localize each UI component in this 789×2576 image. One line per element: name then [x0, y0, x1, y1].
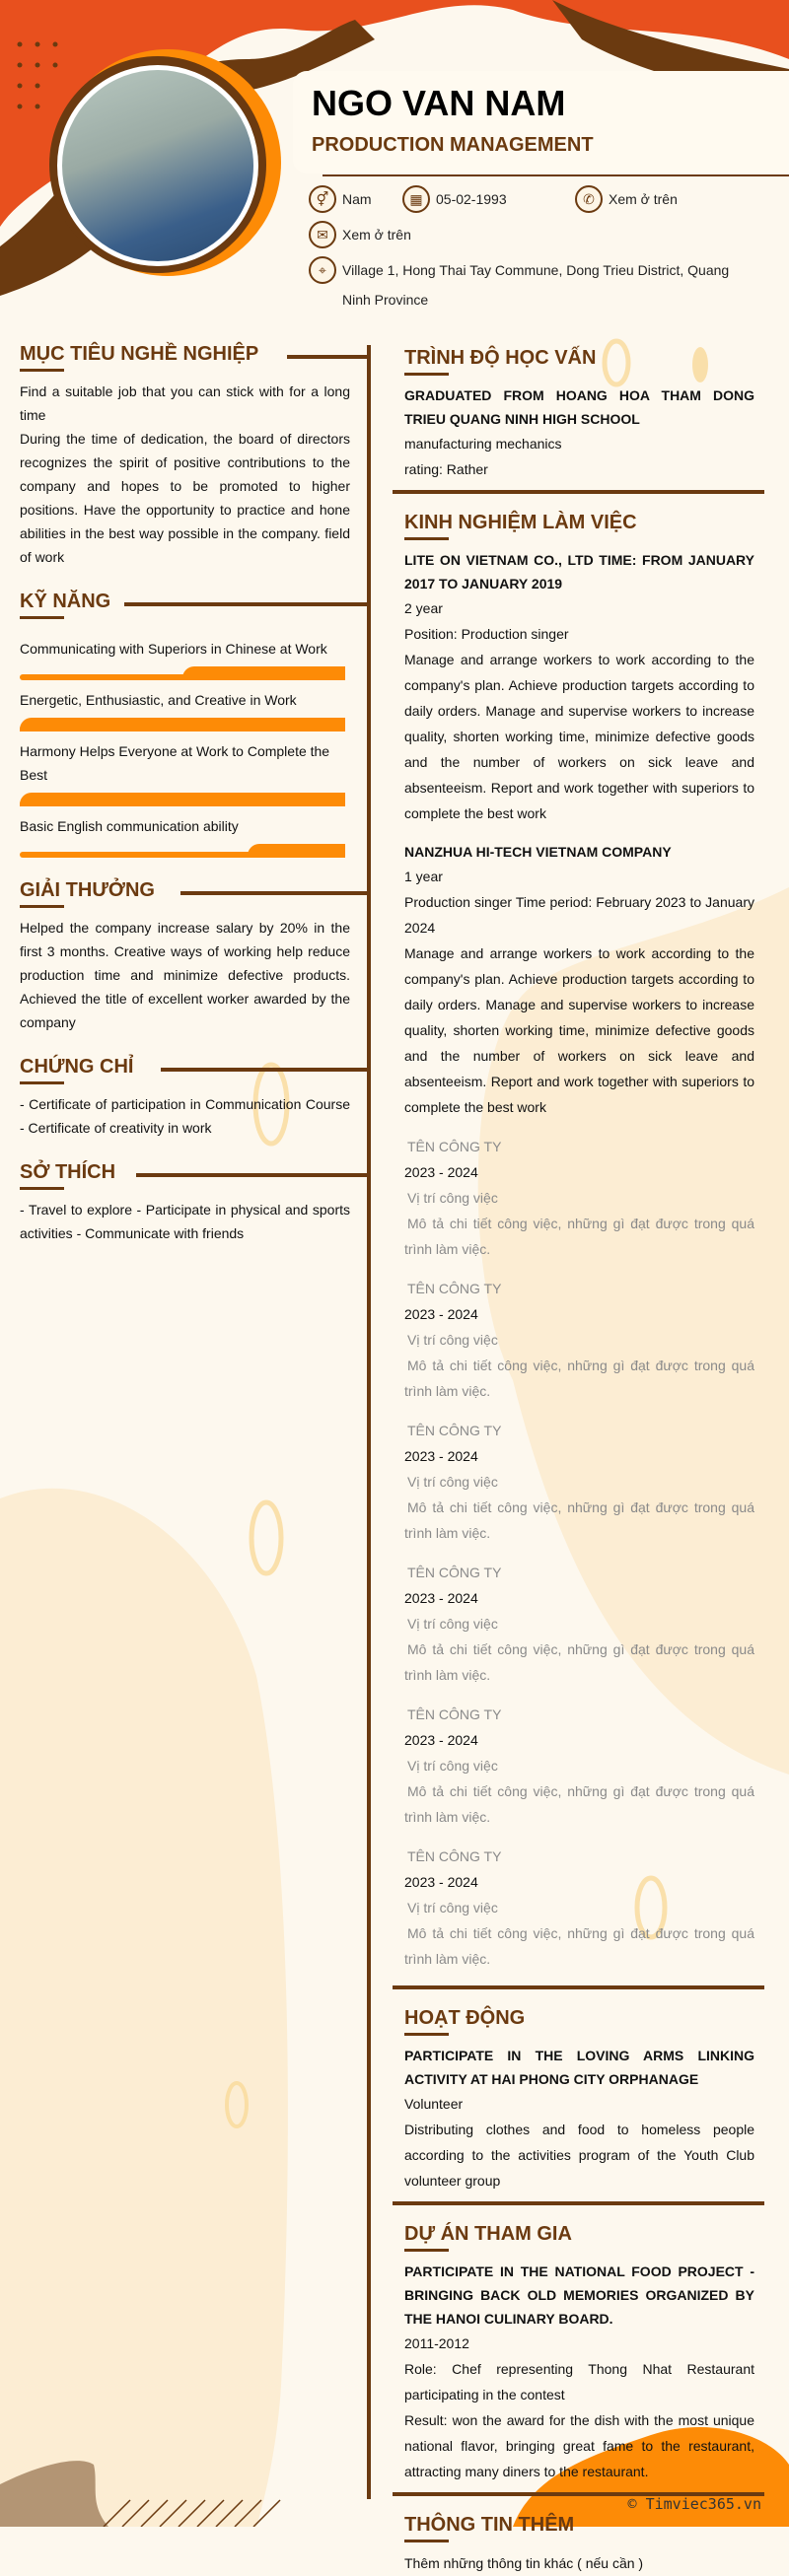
education-section: [404, 347, 754, 482]
more-info-section: [404, 2514, 754, 2576]
gender-value: Nam: [342, 191, 372, 207]
more-info-text: Thêm những thông tin khác ( nếu cần ): [404, 2555, 644, 2571]
skill-item: [20, 637, 350, 680]
placeholder-period: 2023 - 2024: [404, 1874, 478, 1890]
contact-birthday: [402, 185, 507, 213]
section-heading: HOẠT ĐỘNG: [404, 2007, 754, 2030]
section-divider: [393, 1985, 764, 1989]
contact-phone: [575, 185, 678, 213]
placeholder-description: Mô tả chi tiết công việc, những gì đạt được trong quá trình làm việc.: [404, 1925, 754, 1967]
placeholder-description: Mô tả chi tiết công việc, những gì đạt được trong quá trình làm việc.: [404, 1499, 754, 1541]
section-heading: KỸ NĂNG: [20, 591, 350, 613]
job-entry: [404, 840, 754, 1120]
job-company: NANZHUA HI-TECH VIETNAM COMPANY: [404, 844, 672, 860]
project-role: Role: Chef representing Thong Nhat Restaurant participating in the contest: [404, 2361, 754, 2402]
placeholder-company: TÊN CÔNG TY: [407, 1848, 502, 1864]
certificates-section: [20, 1056, 350, 1140]
activity-role: Volunteer: [404, 2096, 464, 2112]
phone-value: Xem ở trên: [609, 191, 678, 207]
placeholder-company: TÊN CÔNG TY: [407, 1565, 502, 1580]
section-divider: [393, 490, 764, 494]
hobbies-text: - Travel to explore - Participate in physical and sports activities - Communicate with friends: [20, 1202, 350, 1241]
placeholder-description: Mô tả chi tiết công việc, những gì đạt được trong quá trình làm việc.: [404, 1358, 754, 1399]
section-heading: THÔNG TIN THÊM: [404, 2514, 754, 2537]
placeholder-period: 2023 - 2024: [404, 1306, 478, 1322]
education-school: GRADUATED FROM HOANG HOA THAM DONG TRIEU QUANG NINH HIGH SCHOOL: [404, 387, 754, 427]
job-position: Production singer Time period: February 2023 to January 2024: [404, 894, 754, 936]
placeholder-position: Vị trí công việc: [407, 1332, 498, 1348]
job-placeholder-entry: [404, 1844, 754, 1972]
phone-icon: ✆: [575, 185, 603, 213]
calendar-icon: ▦: [402, 185, 430, 213]
placeholder-company: TÊN CÔNG TY: [407, 1139, 502, 1154]
timeline-line: [367, 345, 371, 2499]
project-period: 2011-2012: [404, 2335, 469, 2351]
location-icon: ⌖: [309, 256, 336, 284]
section-heading: KINH NGHIỆM LÀM VIỆC: [404, 512, 754, 534]
skill-item: [20, 814, 350, 858]
skill-label: Basic English communication ability: [20, 818, 239, 834]
job-entry: [404, 548, 754, 826]
contact-gender: [309, 185, 372, 213]
candidate-name: NGO VAN NAM: [312, 83, 566, 123]
skill-bar-fill: [20, 793, 345, 806]
job-placeholder-entry: [404, 1418, 754, 1546]
placeholder-period: 2023 - 2024: [404, 1164, 478, 1180]
placeholder-description: Mô tả chi tiết công việc, những gì đạt được trong quá trình làm việc.: [404, 1641, 754, 1683]
skill-label: Communicating with Superiors in Chinese at Work: [20, 641, 327, 657]
birthday-value: 05-02-1993: [436, 191, 507, 207]
skill-label: Harmony Helps Everyone at Work to Complete the Best: [20, 743, 330, 783]
avatar-photo: [57, 65, 258, 266]
contact-address: [309, 256, 743, 314]
job-duration: 1 year: [404, 869, 443, 884]
job-placeholder-entry: [404, 1702, 754, 1830]
placeholder-company: TÊN CÔNG TY: [407, 1706, 502, 1722]
placeholder-period: 2023 - 2024: [404, 1448, 478, 1464]
placeholder-period: 2023 - 2024: [404, 1732, 478, 1748]
watermark: © Timviec365.vn: [627, 2495, 761, 2513]
certificates-text: - Certificate of participation in Communication Course - Certificate of creativity in work: [20, 1096, 350, 1136]
placeholder-position: Vị trí công việc: [407, 1190, 498, 1206]
skill-level-bar: [20, 666, 345, 680]
job-placeholder-entry: [404, 1560, 754, 1688]
skill-item: [20, 739, 350, 806]
education-rating: rating: Rather: [404, 461, 488, 477]
placeholder-description: Mô tả chi tiết công việc, những gì đạt được trong quá trình làm việc.: [404, 1783, 754, 1825]
awards-section: [20, 879, 350, 1034]
objective-line1: Find a suitable job that you can stick with for a long time: [20, 383, 350, 423]
hobbies-section: [20, 1161, 350, 1245]
activities-section: [404, 2007, 754, 2193]
project-title: PARTICIPATE IN THE NATIONAL FOOD PROJECT - BRINGING BACK OLD MEMORIES ORGANIZED BY THE HANOI CULINARY BOARD.: [404, 2263, 754, 2327]
placeholder-position: Vị trí công việc: [407, 1474, 498, 1490]
section-heading: TRÌNH ĐỘ HỌC VẤN: [404, 347, 754, 370]
skill-item: [20, 688, 350, 731]
job-placeholder-entry: [404, 1276, 754, 1404]
skill-level-bar: [20, 793, 345, 806]
contact-email: [309, 221, 411, 248]
placeholder-position: Vị trí công việc: [407, 1758, 498, 1774]
skill-bar-fill: [248, 844, 345, 858]
project-result: Result: won the award for the dish with the most unique national flavor, bringing great fame to the restaurant, attracting many diners to the restaurant.: [404, 2412, 754, 2479]
skill-bar-fill: [20, 718, 345, 731]
job-placeholder-entry: [404, 1134, 754, 1262]
job-company: LITE ON VIETNAM CO., LTD TIME: FROM JANUARY 2017 TO JANUARY 2019: [404, 552, 754, 592]
right-column: [404, 347, 754, 2576]
job-position: Position: Production singer: [404, 626, 569, 642]
section-heading: GIẢI THƯỞNG: [20, 879, 350, 902]
activity-title: PARTICIPATE IN THE LOVING ARMS LINKING ACTIVITY AT HAI PHONG CITY ORPHANAGE: [404, 2048, 754, 2087]
skill-bar-fill: [182, 666, 345, 680]
job-description: Manage and arrange workers to work according to the company's plan. Achieve production targets according to daily orders. Manage and supervise workers to increase quality, shorten working time, minimize defective goods and the number of workers on sick leave and absenteeism. Report and work together with superiors to complete the best work: [404, 652, 754, 821]
section-heading: MỤC TIÊU NGHỀ NGHIỆP: [20, 343, 350, 366]
job-duration: 2 year: [404, 600, 443, 616]
job-description: Manage and arrange workers to work according to the company's plan. Achieve production targets according to daily orders. Manage and supervise workers to increase quality, shorten working time, minimize defective goods and the number of workers on sick leave and absenteeism. Report and work together with superiors to complete the best work: [404, 945, 754, 1115]
skill-level-bar: [20, 844, 345, 858]
mail-icon: ✉: [309, 221, 336, 248]
skill-label: Energetic, Enthusiastic, and Creative in Work: [20, 692, 297, 708]
placeholder-position: Vị trí công việc: [407, 1616, 498, 1632]
section-heading: CHỨNG CHỈ: [20, 1056, 350, 1079]
placeholder-position: Vị trí công việc: [407, 1900, 498, 1915]
placeholder-description: Mô tả chi tiết công việc, những gì đạt được trong quá trình làm việc.: [404, 1216, 754, 1257]
placeholder-company: TÊN CÔNG TY: [407, 1423, 502, 1438]
projects-section: [404, 2223, 754, 2484]
left-column: [20, 343, 350, 1267]
section-heading: DỰ ÁN THAM GIA: [404, 2223, 754, 2246]
skill-level-bar: [20, 718, 345, 731]
section-heading: SỞ THÍCH: [20, 1161, 350, 1184]
gender-icon: ⚥: [309, 185, 336, 213]
address-value: Village 1, Hong Thai Tay Commune, Dong Trieu District, Quang Ninh Province: [342, 262, 730, 308]
placeholder-period: 2023 - 2024: [404, 1590, 478, 1606]
experience-section: [404, 512, 754, 1972]
skills-section: [20, 591, 350, 858]
objective-line2: During the time of dedication, the board of directors recognizes the spirit of positive contributions to the company and hopes to be promoted to higher positions. Have the opportunity to practice and hone abilities in the best way possible in the company. field of work: [20, 431, 350, 565]
contact-divider: [323, 174, 789, 176]
job-title: PRODUCTION MANAGEMENT: [312, 134, 594, 156]
objective-section: [20, 343, 350, 569]
awards-text: Helped the company increase salary by 20% in the first 3 months. Creative ways of working help reduce production time and minimize defective products. Achieved the title of excellent worker awarded by the company: [20, 920, 350, 1030]
email-value: Xem ở trên: [342, 227, 411, 243]
activity-desc: Distributing clothes and food to homeless people according to the activities program of the Youth Club volunteer group: [404, 2122, 754, 2189]
placeholder-company: TÊN CÔNG TY: [407, 1281, 502, 1296]
education-major: manufacturing mechanics: [404, 436, 562, 452]
section-divider: [393, 2201, 764, 2205]
